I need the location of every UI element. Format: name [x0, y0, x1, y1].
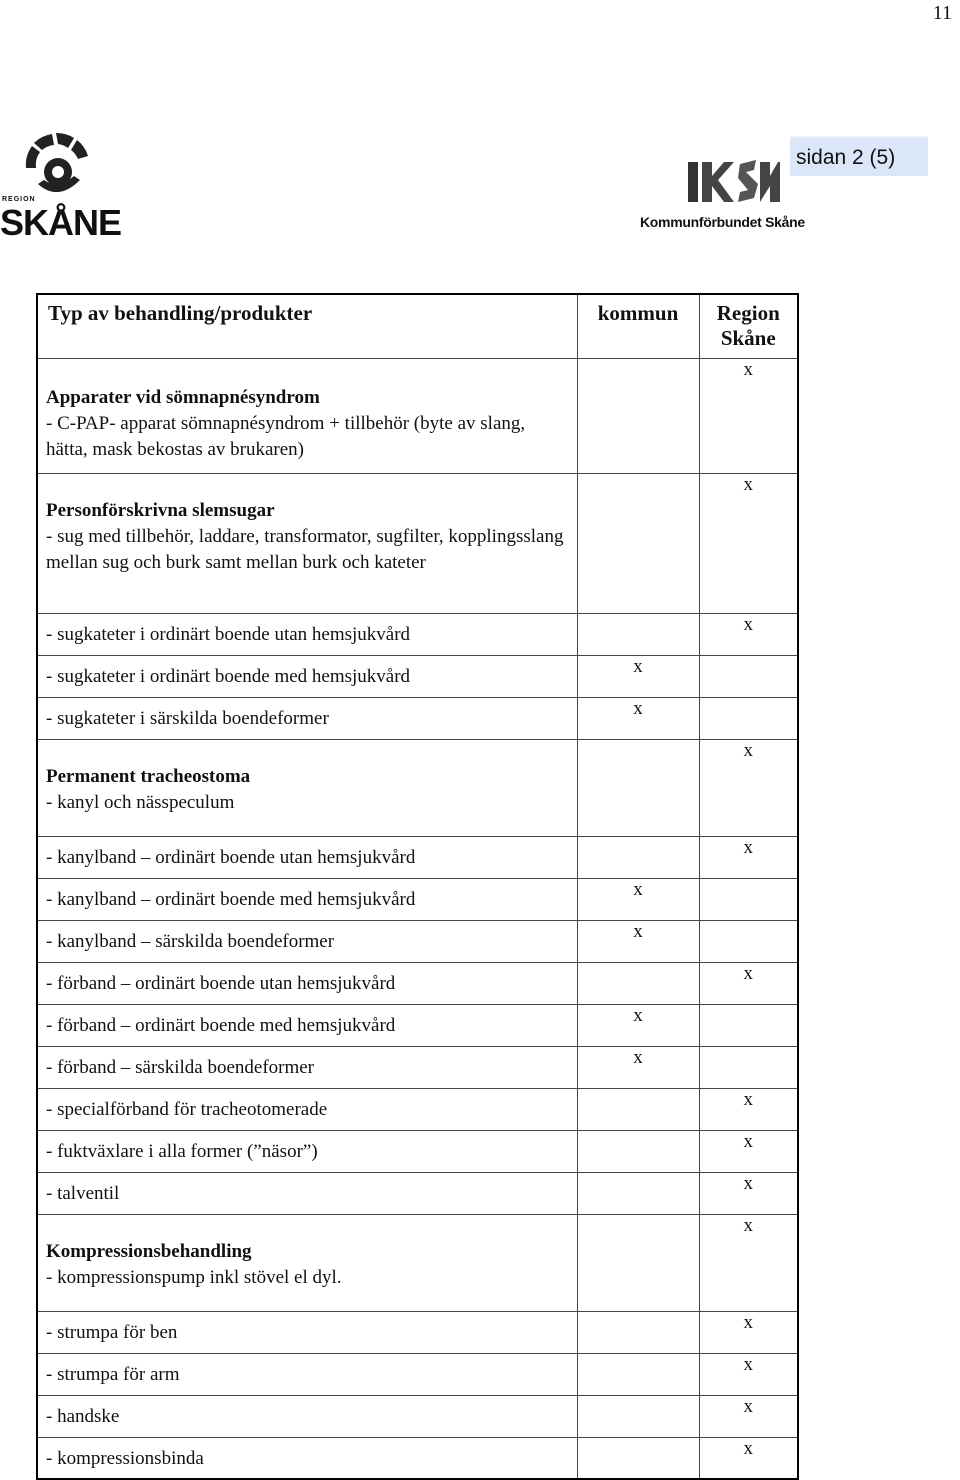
header-treatment: Typ av behandling/produkter	[37, 294, 577, 358]
treatment-cell	[37, 920, 577, 962]
region-mark	[699, 920, 798, 962]
kommun-mark	[577, 1214, 699, 1311]
region-mark: x	[699, 613, 798, 655]
table-row	[37, 1172, 798, 1214]
item-text: - sug med tillbehör, laddare, transformator, sugfilter, kopplingsslang mellan sug och burk samt mellan burk och kateter	[46, 525, 564, 573]
kommun-mark	[577, 1353, 699, 1395]
section-title: Apparater vid sömnapnésyndrom	[46, 386, 320, 408]
item-text: - kanylband – ordinärt boende med hemsjukvård	[46, 888, 416, 910]
table-row	[37, 697, 798, 739]
item-text: - sugkateter i särskilda boendeformer	[46, 707, 329, 729]
table-row	[37, 1437, 798, 1479]
item-text: - talventil	[46, 1182, 120, 1204]
treatment-cell	[37, 1311, 577, 1353]
region-mark: x	[699, 1395, 798, 1437]
logo-wordmark: SKÅNE	[0, 202, 122, 243]
kommun-mark: x	[577, 1004, 699, 1046]
table-row	[37, 1046, 798, 1088]
kommunforbundet-name: Kommunförbundet Skåne	[640, 214, 805, 230]
treatment-cell	[37, 1172, 577, 1214]
treatment-cell	[37, 1395, 577, 1437]
kommun-mark	[577, 1395, 699, 1437]
section-title: Permanent tracheostoma	[46, 765, 251, 787]
region-mark: x	[699, 739, 798, 836]
kommun-mark: x	[577, 878, 699, 920]
table-header-row	[37, 294, 798, 358]
section-title: Personförskrivna slemsugar	[46, 499, 275, 521]
item-text: - kanylband – ordinärt boende utan hemsjukvård	[46, 846, 416, 868]
table-row	[37, 1004, 798, 1046]
kommun-mark	[577, 962, 699, 1004]
table-row	[37, 1311, 798, 1353]
treatment-cell	[37, 473, 577, 613]
treatment-cell	[37, 697, 577, 739]
table-row	[37, 1353, 798, 1395]
treatment-cell	[37, 1004, 577, 1046]
treatment-cell	[37, 1437, 577, 1479]
region-mark: x	[699, 1172, 798, 1214]
item-text: - strumpa för ben	[46, 1321, 178, 1343]
header-kommun: kommun	[577, 294, 699, 358]
treatment-cell	[37, 962, 577, 1004]
region-mark	[699, 697, 798, 739]
page-badge: sidan 2 (5)	[790, 136, 928, 176]
treatment-table	[36, 293, 799, 1480]
region-mark: x	[699, 358, 798, 473]
treatment-cell	[37, 1214, 577, 1311]
table-row	[37, 613, 798, 655]
region-mark: x	[699, 473, 798, 613]
header-region: Region Skåne	[699, 294, 798, 358]
region-mark: x	[699, 962, 798, 1004]
kommun-mark	[577, 1437, 699, 1479]
treatment-cell	[37, 613, 577, 655]
kommun-mark: x	[577, 697, 699, 739]
item-text: - kompressionspump inkl stövel el dyl.	[46, 1266, 342, 1288]
region-mark: x	[699, 1088, 798, 1130]
kommun-mark: x	[577, 655, 699, 697]
page-number: 11	[932, 2, 952, 24]
kommun-mark	[577, 1311, 699, 1353]
table-row	[37, 473, 798, 613]
item-text: - förband – ordinärt boende utan hemsjukvård	[46, 972, 396, 994]
kommun-mark: x	[577, 1046, 699, 1088]
kommun-mark	[577, 1088, 699, 1130]
item-text: - förband – ordinärt boende med hemsjukvård	[46, 1014, 396, 1036]
kommun-mark	[577, 1130, 699, 1172]
table-row	[37, 739, 798, 836]
region-mark	[699, 1046, 798, 1088]
table-row	[37, 1130, 798, 1172]
region-mark: x	[699, 836, 798, 878]
section-title: Kompressionsbehandling	[46, 1240, 252, 1262]
table-row	[37, 962, 798, 1004]
treatment-cell	[37, 358, 577, 473]
region-mark	[699, 1004, 798, 1046]
table-row	[37, 836, 798, 878]
item-text: - handske	[46, 1405, 120, 1427]
treatment-cell	[37, 1088, 577, 1130]
kommun-mark	[577, 613, 699, 655]
treatment-cell	[37, 836, 577, 878]
treatment-cell	[37, 739, 577, 836]
item-text: - kanylband – särskilda boendeformer	[46, 930, 335, 952]
kommun-mark	[577, 1172, 699, 1214]
region-mark: x	[699, 1437, 798, 1479]
region-mark: x	[699, 1311, 798, 1353]
treatment-cell	[37, 878, 577, 920]
item-text: - förband – särskilda boendeformer	[46, 1056, 315, 1078]
treatment-cell	[37, 1046, 577, 1088]
item-text: - C-PAP- apparat sömnapnésyndrom + tillbehör (byte av slang, hätta, mask bekostas av brukaren)	[46, 412, 526, 460]
table-row	[37, 878, 798, 920]
item-text: - kompressionsbinda	[46, 1447, 204, 1469]
table-row	[37, 358, 798, 473]
item-text: - specialförband för tracheotomerade	[46, 1098, 328, 1120]
region-skane-logo	[0, 128, 124, 244]
table-row	[37, 655, 798, 697]
table-row	[37, 1088, 798, 1130]
treatment-cell	[37, 1353, 577, 1395]
table-row	[37, 1214, 798, 1311]
treatment-cell	[37, 655, 577, 697]
region-mark	[699, 655, 798, 697]
item-text: - sugkateter i ordinärt boende utan hemsjukvård	[46, 623, 411, 645]
treatment-cell	[37, 1130, 577, 1172]
item-text: - sugkateter i ordinärt boende med hemsjukvård	[46, 665, 411, 687]
region-mark	[699, 878, 798, 920]
item-text: - fuktväxlare i alla former (”näsor”)	[46, 1140, 318, 1162]
region-mark: x	[699, 1214, 798, 1311]
region-mark: x	[699, 1130, 798, 1172]
item-text: - kanyl och nässpeculum	[46, 791, 235, 813]
kommun-mark	[577, 739, 699, 836]
item-text: - strumpa för arm	[46, 1363, 180, 1385]
table-row	[37, 920, 798, 962]
logo-small-text: REGION	[2, 196, 36, 203]
region-mark: x	[699, 1353, 798, 1395]
kommun-mark	[577, 473, 699, 613]
kommun-mark	[577, 358, 699, 473]
ksk-mark-icon	[688, 156, 780, 204]
griffin-seal-icon	[18, 128, 96, 198]
kommun-mark: x	[577, 920, 699, 962]
kommun-mark	[577, 836, 699, 878]
table-row	[37, 1395, 798, 1437]
